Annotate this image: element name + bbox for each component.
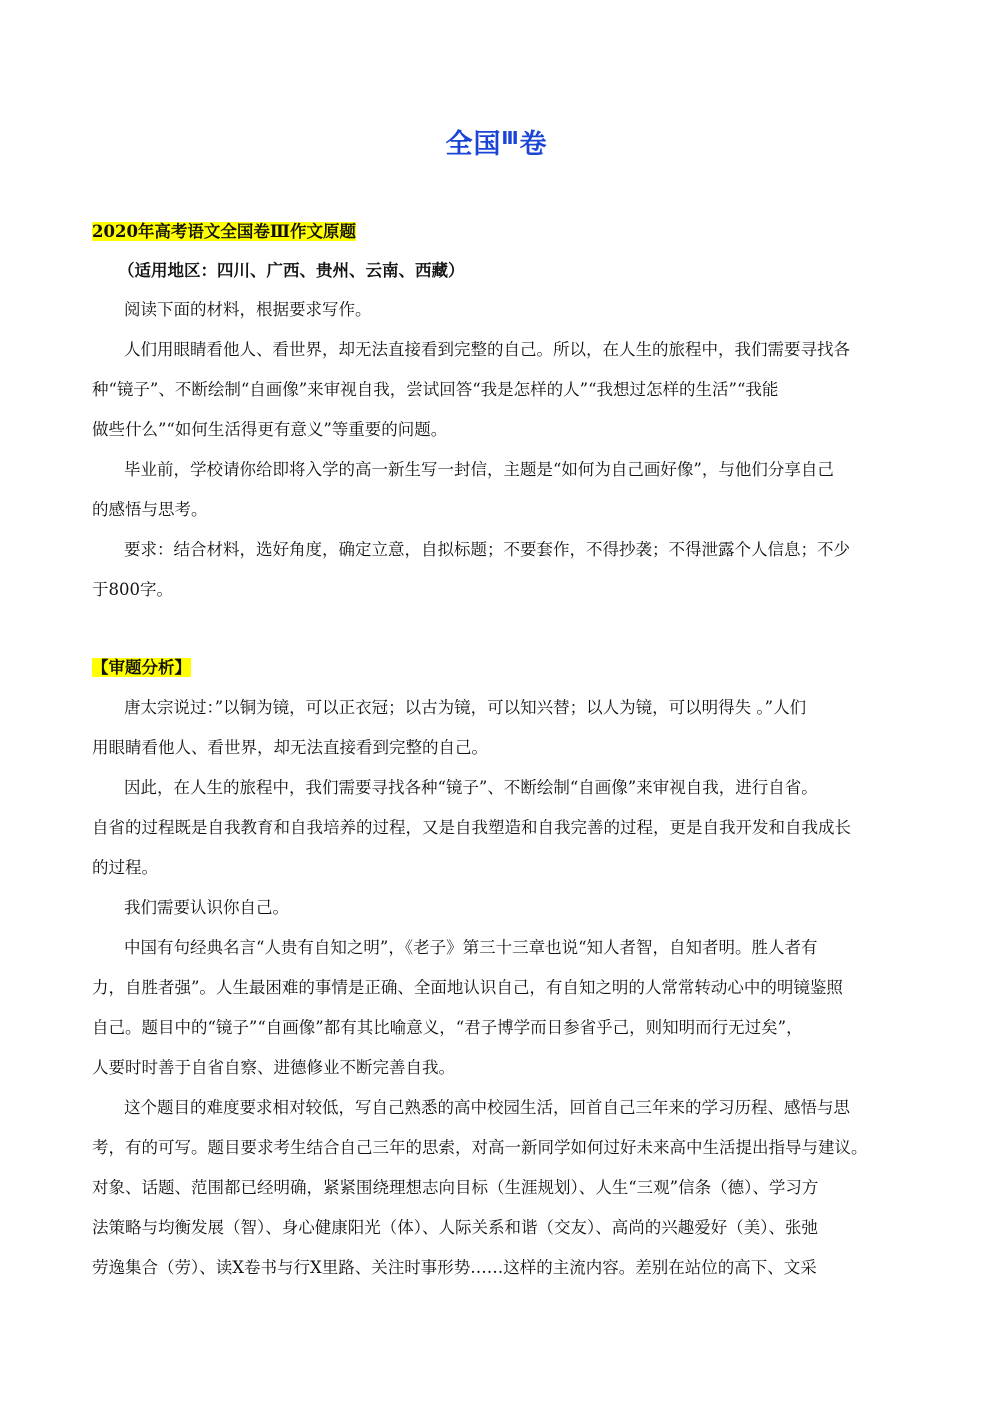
analysis-line: 劳逸集合（劳）、读X卷书与行X里路、关注时事形势……这样的主流内容。差别在站位的高下、文采 <box>92 1258 817 1277</box>
analysis-heading-text: 【审题分析】 <box>92 658 191 677</box>
analysis-line: 人要时时善于自省自察、进德修业不断完善自我。 <box>92 1058 455 1077</box>
material-line: 种“镜子”、不断绘制“自画像”来审视自我，尝试回答“我是怎样的人”“我想过怎样的生活”“我能 <box>92 380 779 399</box>
requirement-line: 要求：结合材料，选好角度，确定立意，自拟标题；不要套作，不得抄袭；不得泄露个人信息；不少 <box>124 540 850 559</box>
requirement-line: 于800字。 <box>92 580 173 599</box>
analysis-line: 力，自胜者强”。人生最困难的事情是正确、全面地认识自己，有自知之明的人常常转动心中的明镜鉴照 <box>92 978 843 997</box>
analysis-line: 考，有的可写。题目要求考生结合自己三年的思索，对高一新同学如何过好未来高中生活提出指导与建议。 <box>92 1138 868 1157</box>
applicable-regions: （适用地区：四川、广西、贵州、云南、西藏） <box>118 261 465 280</box>
analysis-heading <box>92 657 191 679</box>
task-line: 的感悟与思考。 <box>92 500 208 519</box>
material-line: 人们用眼睛看他人、看世界，却无法直接看到完整的自己。所以，在人生的旅程中，我们需要寻找各 <box>124 340 850 359</box>
question-heading <box>92 221 356 243</box>
analysis-line: 的过程。 <box>92 858 158 877</box>
question-heading-text: 2020年高考语文全国卷Ⅲ作文原题 <box>92 222 357 241</box>
title-main: 全国 <box>445 129 502 160</box>
analysis-line: 自省的过程既是自我教育和自我培养的过程，又是自我塑造和自我完善的过程，更是自我开发和自我成长 <box>92 818 851 837</box>
analysis-line: 中国有句经典名言“人贵有自知之明”，《老子》第三十三章也说“知人者智，自知者明。胜人者有 <box>124 938 818 957</box>
analysis-line: 自己。题目中的“镜子”“自画像”都有其比喻意义，“君子博学而日参省乎己，则知明而行无过矣”， <box>92 1018 803 1037</box>
analysis-line: 我们需要认识你自己。 <box>124 898 289 917</box>
analysis-line: 法策略与均衡发展（智）、身心健康阳光（体）、人际关系和谐（交友）、高尚的兴趣爱好（美）、张弛 <box>92 1218 818 1237</box>
analysis-line: 唐太宗说过：”以铜为镜，可以正衣冠；以古为镜，可以知兴替；以人为镜，可以明得失 。”人们 <box>124 698 807 717</box>
analysis-line: 这个题目的难度要求相对较低，写自己熟悉的高中校园生活，回首自己三年来的学习历程、感悟与思 <box>124 1098 850 1117</box>
analysis-line: 用眼睛看他人、看世界，却无法直接看到完整的自己。 <box>92 738 488 757</box>
material-line: 做些什么”“如何生活得更有意义”等重要的问题。 <box>92 420 448 439</box>
title-tail: 卷 <box>519 129 548 160</box>
analysis-line: 对象、话题、范围都已经明确，紧紧围绕理想志向目标（生涯规划）、人生“三观”信条（德）、学习方 <box>92 1178 819 1197</box>
task-line: 毕业前，学校请你给即将入学的高一新生写一封信，主题是“如何为自己画好像”，与他们分享自己 <box>124 460 834 479</box>
instruction-line: 阅读下面的材料，根据要求写作。 <box>124 300 372 319</box>
title-roman-numeral: Ⅲ <box>501 128 520 149</box>
analysis-line: 因此，在人生的旅程中，我们需要寻找各种“镜子”、不断绘制“自画像”来审视自我，进行自省。 <box>124 778 818 797</box>
page-title <box>0 122 993 161</box>
